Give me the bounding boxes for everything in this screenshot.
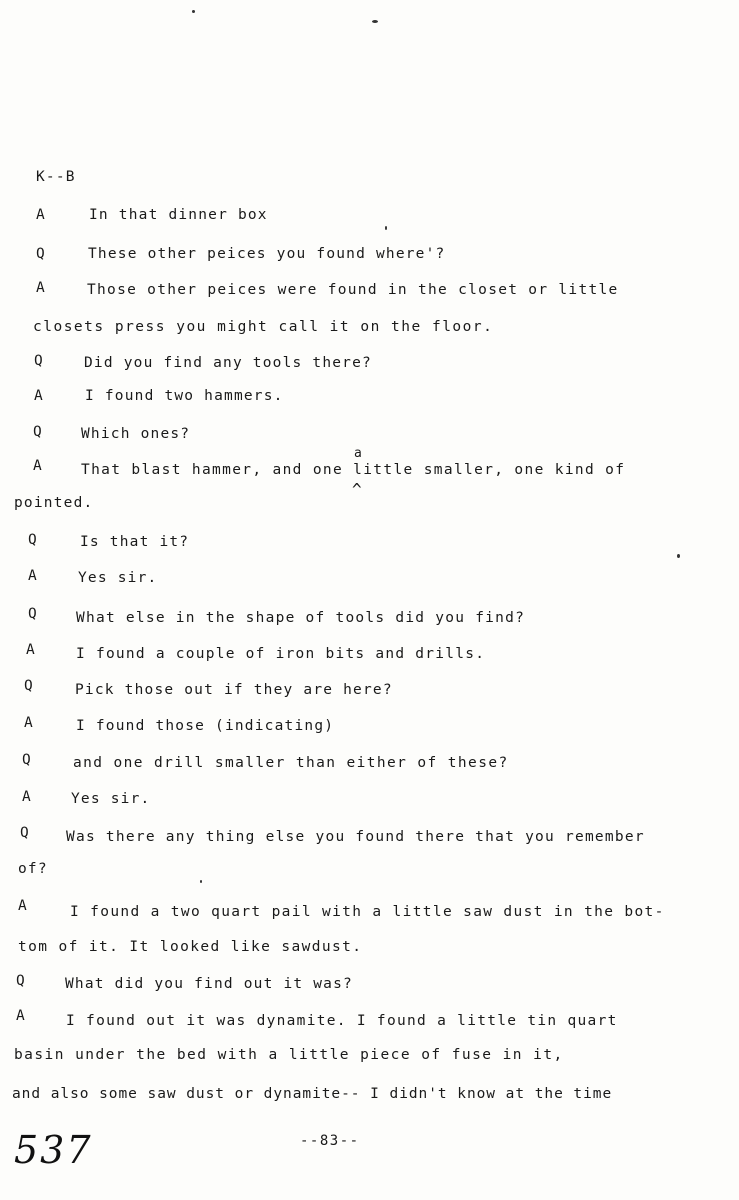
line-text: I found two hammers.: [85, 388, 284, 404]
line-text: What else in the shape of tools did you find?: [76, 610, 526, 626]
line-text: Is that it?: [80, 534, 190, 550]
speaker-label: A: [36, 207, 45, 223]
line-text: That blast hammer, and one little smaller, one kind of: [81, 462, 626, 478]
ink-speck: [192, 10, 195, 13]
speaker-label: Q: [28, 532, 37, 548]
insertion-mark: a: [354, 446, 362, 461]
line-text: and one drill smaller than either of these?: [73, 755, 509, 771]
speaker-label: A: [33, 458, 42, 474]
line-text: Yes sir.: [78, 570, 158, 586]
speaker-label: Q: [28, 606, 37, 622]
speaker-label: Q: [24, 678, 33, 694]
line-text: Pick those out if they are here?: [75, 682, 393, 698]
page-number: --83--: [300, 1133, 360, 1149]
speaker-label: A: [16, 1008, 25, 1024]
ink-speck: [677, 554, 680, 558]
speaker-label: Q: [22, 752, 31, 768]
line-text: I found out it was dynamite. I found a little tin quart: [66, 1013, 618, 1029]
speaker-label: Q: [16, 973, 25, 989]
ink-speck: [385, 226, 387, 230]
speaker-label: A: [26, 642, 35, 658]
speaker-label: A: [18, 898, 27, 914]
line-text: pointed.: [14, 495, 94, 511]
line-text: basin under the bed with a little piece of fuse in it,: [14, 1047, 564, 1063]
line-text: Did you find any tools there?: [84, 355, 372, 371]
line-text: I found those (indicating): [76, 718, 335, 734]
speaker-label: A: [22, 789, 31, 805]
line-text: Was there any thing else you found there that you remember: [66, 829, 645, 845]
speaker-label: A: [36, 280, 45, 296]
handwritten-page-number: 537: [14, 1128, 93, 1172]
line-text: I found a couple of iron bits and drills.: [76, 646, 486, 662]
line-text: Yes sir.: [71, 791, 151, 807]
line-text: Which ones?: [81, 426, 191, 442]
speaker-label: A: [28, 568, 37, 584]
insertion-caret: ^: [352, 480, 362, 499]
line-text: I found a two quart pail with a little saw dust in the bot-: [70, 904, 665, 920]
ink-speck: [200, 880, 202, 883]
line-text: Those other peices were found in the closet or little: [87, 282, 619, 298]
line-text: What did you find out it was?: [65, 976, 353, 992]
line-text: tom of it. It looked like sawdust.: [18, 939, 363, 955]
line-text: of?: [18, 861, 48, 877]
line-text: closets press you might call it on the floor.: [33, 319, 494, 335]
speaker-label: A: [34, 388, 43, 404]
header-code: K--B: [36, 169, 76, 185]
line-text: In that dinner box: [89, 207, 268, 223]
speaker-label: Q: [20, 825, 29, 841]
speaker-label: Q: [36, 246, 45, 262]
ink-speck: [372, 20, 378, 23]
speaker-label: Q: [33, 424, 42, 440]
speaker-label: Q: [34, 353, 43, 369]
speaker-label: A: [24, 715, 33, 731]
line-text: These other peices you found where'?: [88, 246, 446, 262]
line-text: and also some saw dust or dynamite-- I didn't know at the time: [12, 1086, 613, 1102]
